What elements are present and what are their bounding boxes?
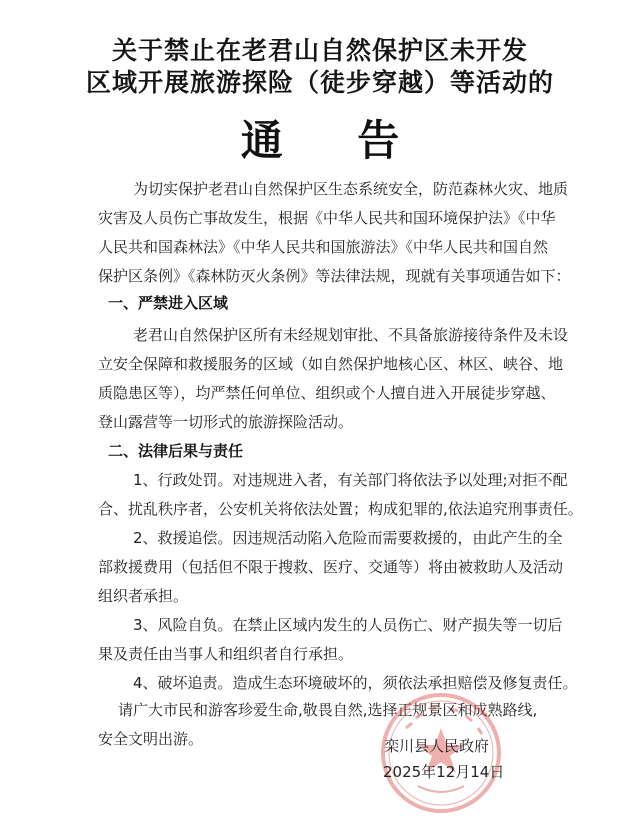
issuer-name: 栾川县人民政府: [384, 737, 490, 755]
closing-line: 请广大市民和游客珍爱生命,敬畏自然,选择正规景区和成熟路线,: [118, 701, 538, 719]
intro-line: 保护区条例》《森林防灭火条例》等法律法规，现就有关事项通告如下：: [98, 267, 571, 285]
seal-bottom-arc: [418, 786, 464, 792]
notice-heading-text: 通 告: [240, 116, 430, 165]
closing-line: 安全文明出游。: [98, 730, 204, 748]
notice-title-line1: 关于禁止在老君山自然保护区未开发: [111, 36, 528, 65]
section1-line: 登山露营等一切形式的旅游探险活动。: [98, 413, 354, 431]
section1-line: 老君山自然保护区所有未经规划审批、不具备旅游接待条件及未设: [133, 326, 569, 344]
section2-line: 3、风险自负。在禁止区域内发生的人员伤亡、财产损失等一切后: [133, 616, 563, 634]
section2-line: 合、扰乱秩序者，公安机关将依法处置；构成犯罪的,依法追究刑事责任。: [98, 500, 583, 518]
section2-title: 二、法律后果与责任: [108, 442, 244, 460]
section1-line: 立安全保障和救援服务的区域（如自然保护地核心区、林区、峡谷、地: [98, 355, 564, 373]
section2-line: 组织者承担。: [98, 587, 189, 605]
section1-title: 一、严禁进入区域: [108, 294, 229, 312]
section2-line: 1、行政处罚。对违规进入者，有关部门将依法予以处理;对拒不配: [133, 471, 568, 489]
seal-lettering-marks: [406, 708, 482, 734]
section2-line: 2、救援追偿。因违规活动陷入危险而需要救援的，由此产生的全: [133, 529, 563, 547]
intro-line: 为切实保护老君山自然保护区生态系统安全，防范森林火灾、地质: [133, 180, 569, 198]
issue-date: 2025年12月14日: [383, 763, 505, 781]
notice-heading: [0, 108, 640, 168]
section2-line: 果及责任由当事人和组织者自行承担。: [98, 645, 354, 663]
section1-line: 质隐患区等），均严禁任何单位、组织或个人擅自进入开展徒步穿越、: [98, 384, 556, 402]
notice-title-line2: 区域开展旅游探险（徒步穿越）等活动的: [85, 68, 554, 97]
section2-line: 4、破坏追责。造成生态环境破坏的，须依法承担赔偿及修复责任。: [133, 674, 578, 692]
section2-line: 部救援费用（包括但不限于搜救、医疗、交通等）将由被救助人及活动: [98, 558, 564, 576]
intro-line: 灾害及人员伤亡事故发生，根据《中华人民共和国环境保护法》《中华: [98, 209, 556, 227]
intro-line: 人民共和国森林法》《中华人民共和国旅游法》《中华人民共和国自然: [98, 238, 549, 256]
